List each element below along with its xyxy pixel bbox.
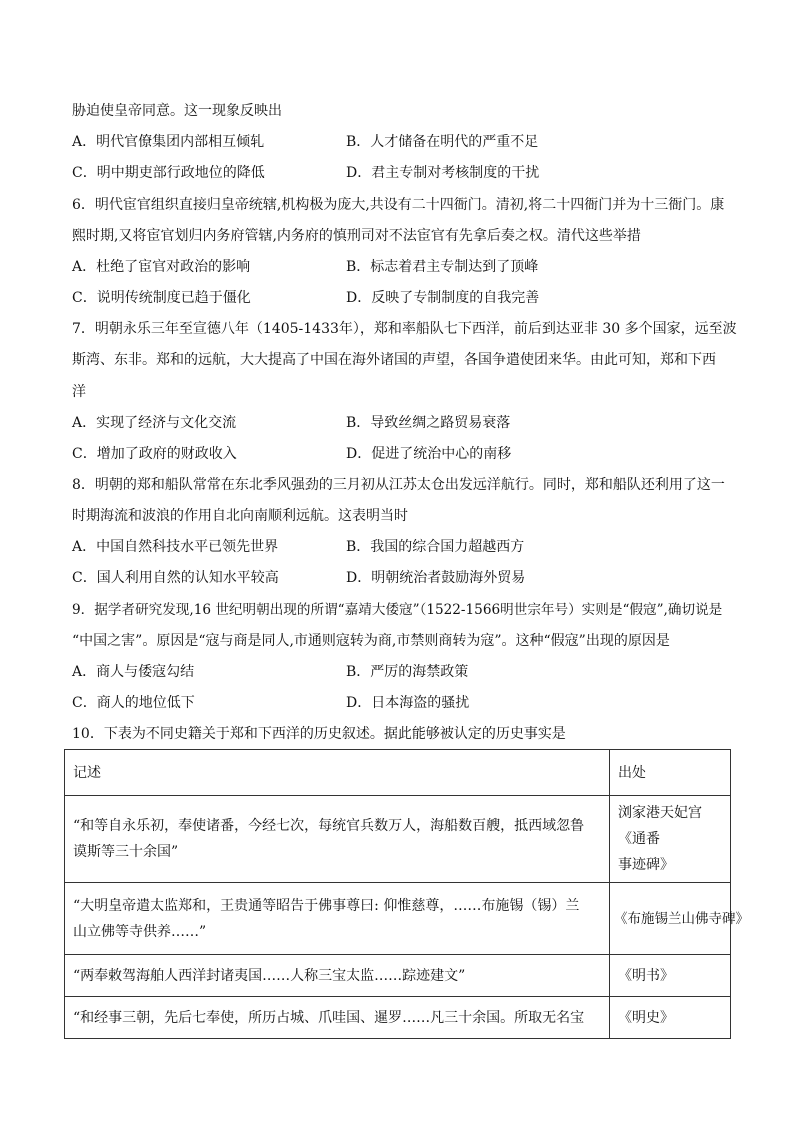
q9-option-b: B．严厉的海禁政策 xyxy=(346,664,469,680)
q7-option-a: A．实现了经济与文化交流 xyxy=(72,415,237,431)
q9-stem-line-1: 9．据学者研究发现,16 世纪明朝出现的所谓“嘉靖大倭寇”（1522-1566明世宗年号）实则是“假寇”,确切说是 xyxy=(72,602,723,618)
table-row xyxy=(65,997,731,1039)
record-line: “和等自永乐初，奉使诸番，今经七次，每统官兵数万人，海船数百艘，抵西域忽鲁 xyxy=(73,818,585,834)
q6-option-a: A．杜绝了宦官对政治的影响 xyxy=(72,259,251,275)
record-cell xyxy=(65,997,610,1039)
record-line: “和经事三朝，先后七奉使，所历占城、爪哇国、暹罗……凡三十余国。所取无名宝 xyxy=(73,1009,585,1026)
q6-option-b: B．标志着君主专制达到了顶峰 xyxy=(346,259,539,275)
table-header-row xyxy=(65,750,731,796)
q10-stem: 10．下表为不同史籍关于郑和下西洋的历史叙述。据此能够被认定的历史事实是 xyxy=(72,726,566,742)
q7-stem-line-2: 斯湾、东非。郑和的远航，大大提高了中国在海外诸国的声望，各国争遣使团来华。由此可知，郑和下西 xyxy=(72,352,716,368)
header-record: 记述 xyxy=(65,750,610,796)
header-source: 出处 xyxy=(610,750,731,796)
q7-option-b: B．导致丝绸之路贸易衰落 xyxy=(346,415,511,431)
q7-stem-line-3: 洋 xyxy=(72,384,86,400)
table-row xyxy=(65,955,731,997)
q8-stem-line-2: 时期海流和波浪的作用自北向南顺利远航。这表明当时 xyxy=(72,508,408,524)
q6-option-d: D．反映了专制制度的自我完善 xyxy=(346,290,540,306)
q8-option-b: B．我国的综合国力超越西方 xyxy=(346,539,525,555)
record-cell xyxy=(65,796,610,883)
source-line: 《布施锡兰山佛寺碑》 xyxy=(614,910,749,927)
source-cell xyxy=(610,955,731,997)
history-table xyxy=(64,749,749,1039)
q5-option-d: D．君主专制对考核制度的干扰 xyxy=(346,165,540,181)
q7-stem-line-1: 7．明朝永乐三年至宣德八年（1405-1433年），郑和率船队七下西洋，前后到达亚非 30 多个国家，远至波 xyxy=(72,321,737,337)
q8-option-d: D．明朝统治者鼓励海外贸易 xyxy=(346,570,526,586)
q8-stem-line-1: 8．明朝的郑和船队常常在东北季风强劲的三月初从江苏太仓出发远洋航行。同时，郑和船队还利用了这一 xyxy=(72,477,725,493)
source-line: 《明书》 xyxy=(618,967,674,984)
q5-option-b: B．人才储备在明代的严重不足 xyxy=(346,134,539,150)
source-line: 事迹碑》 xyxy=(618,857,674,873)
source-cell xyxy=(610,796,731,883)
table-row xyxy=(65,883,731,955)
record-line: 谟斯等三十余国” xyxy=(73,844,179,860)
q5-stem-tail: 胁迫使皇帝同意。这一现象反映出 xyxy=(72,103,282,119)
q6-option-c: C．说明传统制度已趋于僵化 xyxy=(72,290,251,306)
record-line: “两奉敕驾海舶人西洋封诸夷国……人称三宝太监……踪迹建文” xyxy=(73,967,466,984)
source-cell xyxy=(610,997,731,1039)
q6-stem-line-2: 熙时期,又将宦官划归内务府管辖,内务府的慎刑司对不法宦官有先拿后奏之权。清代这些举措 xyxy=(72,228,641,244)
source-cell xyxy=(610,883,749,955)
record-cell xyxy=(65,883,610,955)
source-line: 浏家港天妃宫《通番 xyxy=(618,805,702,847)
record-line: “大明皇帝遣太监郑和，王贵通等昭告于佛事尊曰: 仰惟慈尊，……布施锡（锡）兰 xyxy=(73,897,580,914)
q9-option-c: C．商人的地位低下 xyxy=(72,695,195,711)
q9-option-d: D．日本海盗的骚扰 xyxy=(346,695,470,711)
q5-option-c: C．明中期吏部行政地位的降低 xyxy=(72,165,265,181)
q8-option-c: C．国人利用自然的认知水平较高 xyxy=(72,570,279,586)
q9-stem-line-2: “中国之害”。原因是“寇与商是同人,市通则寇转为商,市禁则商转为寇”。这种“假寇”出现的原因是 xyxy=(72,633,670,649)
record-line: 山立佛等寺供养……” xyxy=(73,923,207,940)
table-row xyxy=(65,796,731,883)
q9-option-a: A．商人与倭寇勾结 xyxy=(72,664,195,680)
q7-option-c: C．增加了政府的财政收入 xyxy=(72,446,237,462)
q6-stem-line-1: 6．明代宦官组织直接归皇帝统辖,机构极为庞大,共设有二十四衙门。清初,将二十四衙门并为十三衙门。康 xyxy=(72,197,725,213)
q8-option-a: A．中国自然科技水平已领先世界 xyxy=(72,539,279,555)
q7-option-d: D．促进了统治中心的南移 xyxy=(346,446,512,462)
source-line: 《明史》 xyxy=(618,1009,674,1026)
q5-option-a: A．明代官僚集团内部相互倾轧 xyxy=(72,134,265,150)
record-cell xyxy=(65,955,610,997)
